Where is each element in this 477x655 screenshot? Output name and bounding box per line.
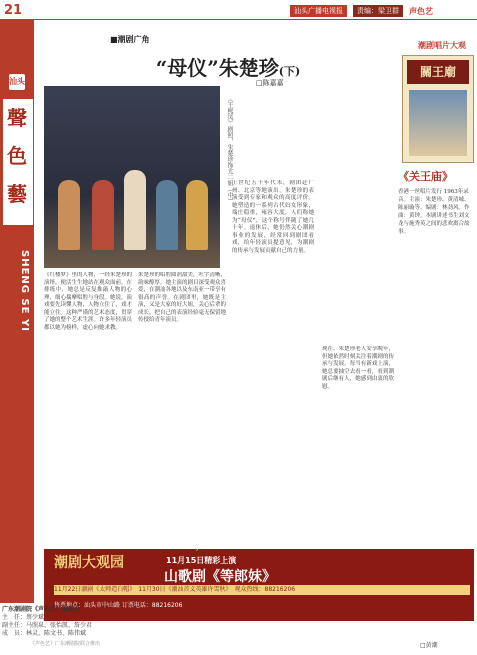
footer-note: 《声色艺》广东潮剧院联合推出 [30, 641, 101, 647]
ad-contact: 售票地点：汕头市中山路 订票电话：88216206 [54, 602, 183, 609]
masthead-char-3: 藝 [7, 182, 27, 206]
ad-schedule: 11月22日潮剧《太师造白帽》 11月30日《潮汕首义英雄许雪秋》 观众热线：88216206 [54, 585, 470, 595]
opera-name: 《关王庙》 [398, 170, 453, 183]
masthead-char-1: 聲 [7, 106, 27, 130]
record-cover [402, 55, 474, 163]
masthead-seal: 汕头 [9, 74, 25, 90]
section-tag: 声色艺 [409, 6, 433, 16]
header-rule [0, 19, 477, 20]
ad-logo: 潮剧大观园 [54, 555, 124, 571]
record-cover-title: 關王廟 [407, 60, 469, 84]
paper-name-badge: 汕头广播电视报 [290, 5, 347, 17]
photo-figure [124, 170, 146, 250]
title-part: (下) [278, 65, 301, 78]
ad-website: WWW.CHAOJU.COM [160, 544, 219, 551]
title-main: “母仪”朱楚珍 [155, 56, 279, 80]
masthead-pinyin: SHENG SE YI [19, 250, 30, 332]
opera-info: 香港一丝唱片发行 1963年录音。主演：朱楚珍、黄清城、陈丽璇等。编剧：林劲风。作曲：黄钟。本剧讲述书生刘文龙与施秀英之间的悲欢离合故事。 [398, 189, 470, 235]
photo-figure [58, 180, 80, 250]
credits-publisher: 广东潮剧院《声色艺》编委会 [2, 606, 81, 613]
article-column-2: 朱楚珍的唱腔圆润甜美，吐字清晰，韵味醇厚。她主演的剧目深受观众喜爱，在潮汕各地以及东南亚一带享有很高的声誉。在剧团里，她既是主演，又是大家的好大姐，关心后辈的成长，把自己的表演经验毫无保留地传授给青年演员。 [138, 272, 226, 323]
article-title [108, 52, 348, 81]
sidebar-label: 潮剧唱片大观 [418, 41, 466, 50]
article-section: ■潮剧广角 [110, 35, 150, 44]
article-column-4: 现在，朱楚珍老人安享晚年，但她依然时刻关注着潮剧的传承与发展。每当有新戏上演，她总要抽空去看一看，看到潮剧后继有人，她感到由衷的欣慰。 [322, 346, 394, 390]
ad-title: 山歌剧《等郎妹》 [164, 569, 276, 585]
footer-signature: □黄潮 [420, 642, 438, 649]
editorial-credits [2, 606, 108, 638]
page-number: 21 [4, 3, 23, 18]
photo-figure [156, 180, 178, 250]
opera-stage-photo [44, 86, 220, 268]
photo-figure [186, 180, 208, 250]
header-badges [290, 5, 433, 17]
article-author: □陈嘉嘉 [256, 79, 284, 87]
masthead-char-2: 色 [7, 144, 27, 168]
photo-figure [92, 180, 114, 250]
article-column-1: 《红楼梦》里的人物，一经朱楚珍的演绎，便活生生地站在观众面前。在排练中，她总是反复推敲人物的心理，细心揣摩唱腔与身段。她说，演戏要先读懂人物，人物立住了，戏才能立住。这种严谨的艺术态度，贯穿了她的整个艺术生涯。许多年轻演员都以她为榜样，虚心向她求教。 [44, 272, 132, 331]
article-column-3: 上世纪五十年代末，剧团赴广州、北京等地演出，朱楚珍的表演受到专家和观众的高度评价。她塑造的一系列古代妇女形象，端庄稳重，雍容大度，人们称她为“母仪”，这个称号伴随了她几十年。退休后，她仍然关心潮剧事业的发展，经常回到剧团看戏，给年轻演员提意见，为潮剧的传承与发展贡献自己的力量。 [232, 180, 314, 254]
credits-line: 副主任：马照泉、张怡凯、詹少君 [2, 622, 93, 629]
photo-caption: 《王熙凤》剧照，朱楚珍饰尤二姐（中） [226, 96, 233, 204]
ad-date: 11月15日精彩上演 [166, 556, 237, 565]
credits-line: 成 员：林灵、陈文书、陈伟斌 [2, 630, 87, 637]
record-cover-art [409, 90, 467, 156]
editor-badge: 责编：梁卫群 [353, 5, 403, 17]
credits-line: 主 任：蔡少斌 [2, 614, 45, 621]
